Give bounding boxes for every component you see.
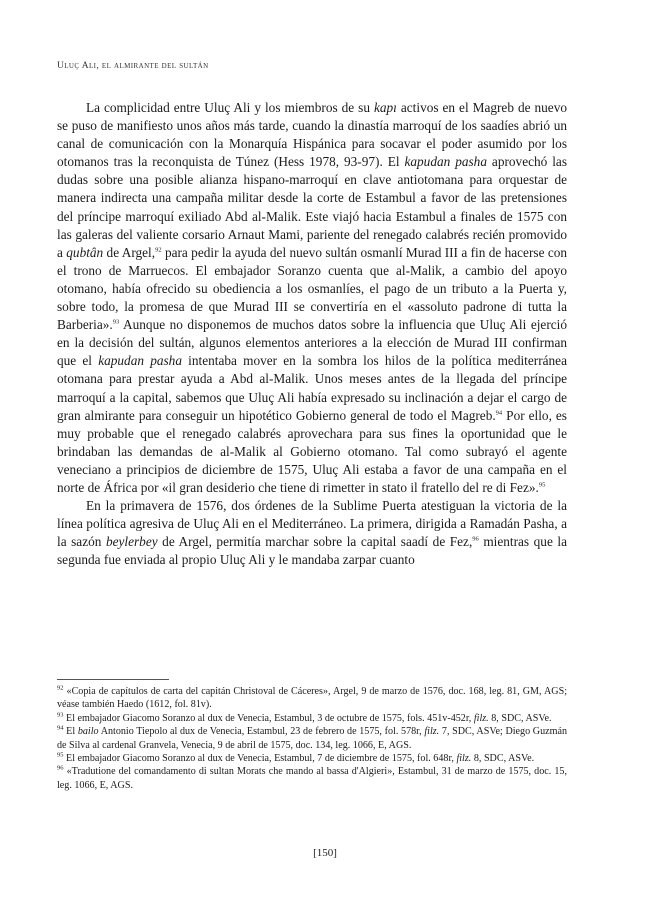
paragraph-2 [57,497,567,569]
italic-run: kapudan pasha [404,154,487,170]
text-run: El embajador Giacomo Soranzo al dux de Venecia, Estambul, 3 de octubre de 1575, fols. 451v-452r, [63,712,474,724]
footnote-ref: 92 [57,684,64,692]
italic-run: kapudan pasha [98,353,182,369]
page-number: [150] [313,847,337,859]
text-run: En la primavera de 1576, dos órdenes de la Sublime Puerta atestiguan la victoria de la línea política agresiva de Uluç Ali en el Mediterráneo. La primera, dirigida a Ramadán Pasha, a la sazón [57,498,567,550]
footnote-ref: 94 [57,724,64,732]
text-run: El [63,726,78,738]
footnote-ref: 95 [538,481,546,489]
text-run: mientras que la segunda fue enviada al propio Uluç Ali y le mandaba zarpar cuanto [57,534,567,568]
italic-run: kapı [373,100,397,115]
footnote-ref: 95 [57,751,64,759]
paragraph-1 [57,99,567,497]
running-head: Uluç Ali, el almirante del sultán [57,61,209,71]
footnote-95 [57,752,567,765]
italic-run: filz. [456,753,472,765]
text-run: El embajador Giacomo Soranzo al dux de Venecia, Estambul, 7 de diciembre de 1575, fol. 648r, [63,753,457,765]
footnote-96 [57,765,567,792]
text-run: Aunque no disponemos de muchos datos sobre la influencia que Uluç Ali ejerció en la decisión del sultán, algunos elementos anteriores a la elección de Murad III confirman que el [57,317,567,369]
footnote-ref: 93 [112,318,120,326]
text-run: Por ello, es muy probable que el renegado calabrés aprovechara para sus fines la oportunidad que le brindaban las demandas de al-Malik al Gobierno otomano. Tal como subrayó el agente veneciano a principios de diciembre de 1575, Uluç Ali estaba a favor de una campaña en el norte de África por «il gran desiderio che tiene di rimetter in stato il fratello del re di Fez». [57,407,567,495]
footnote-92 [57,685,567,712]
footnotes [57,685,567,792]
footnote-ref: 96 [472,535,479,543]
text-run: de Argel, permitía marchar sobre la capital saadí de Fez, [157,534,473,550]
italic-run: filz. [473,712,489,724]
italic-run: bailo [77,726,99,738]
footnote-93 [57,712,567,725]
text-run: 8, SDC, ASVe. [488,712,552,724]
italic-run: qubtân [66,244,104,260]
text-run: 7, SDC, ASVe; Diego Guzmán de Silva al cardenal Granvela, Venecia, 9 de abril de 1575, doc. 134, leg. 1066, E, AGS. [57,726,567,751]
text-run: para pedir la ayuda del nuevo sultán osmanlí Murad III a fin de hacerse con el trono de Marruecos. El embajador Soranzo cuenta que al-Malik, a cambio del apoyo otomano, había ofrecido su obediencia a los osmanlíes, el pago de un tributo a la Puerta y, sobre todo, la promesa de que Murad III se convertiría en el «assoluto padrone di tutta la Barberia». [57,244,568,333]
italic-run: beylerbey [105,534,158,550]
text-run: activos en el Magreb de nuevo se puso de manifiesto unos años más tarde, cuando la dinastía marroquí de los saadíes abrió un canal de comunicación con la Monarquía Hispánica para socavar el poder asumido por los otomanos tras la reconquista de Túnez (Hess 1978, 93-97). El [57,100,567,170]
text-run: Antonio Tiepolo al dux de Venecia, Estambul, 23 de febrero de 1575, fol. 578r, [98,726,425,738]
footnote-ref: 93 [57,711,64,719]
text-run: 8, SDC, ASVe. [471,753,535,765]
footnote-ref: 96 [57,765,64,773]
text-run: de Argel, [103,244,156,260]
text-run: aprovechó las dudas sobre una posible alianza hispano-marroquí en clave antiotomana para orquestar de manera indirecta una campaña militar desde la corte de Estambul a favor de las pretensiones del príncipe marroquí exiliado Abd al-Malik. Este viajó hacia Estambul a finales de 1575 con las galeras del valiente corsario Arnaut Mami, pariente del renegado calabrés recién promovido a [57,154,568,260]
footnote-rule [57,679,169,680]
text-run: La complicidad entre Uluç Ali y los miembros de su [86,100,374,115]
text-run: «Tradutione del comandamento di sultan Morats che mando al bassa d'Algieri», Estambul, 31 de marzo de 1575, doc. 15, leg. 1066, E, AGS. [57,766,567,791]
text-run: intentaba mover en la sombra los hilos de la política mediterránea otomana para prestar ayuda a Abd al-Malik. Unos meses antes de la llegada del príncipe marroquí a la capital, sabemos que Uluç Ali había expresado su inclinación a dejar el cargo de gran almirante para conseguir un hipotético Gobierno general de todo el Magreb. [57,353,567,423]
italic-run: filz. [424,726,440,738]
main-text [57,99,567,569]
footnote-ref: 94 [495,409,503,417]
footnote-ref: 92 [155,246,162,254]
footnote-94 [57,725,567,752]
text-run: «Copia de capítulos de carta del capitán Christoval de Cáceres», Argel, 9 de marzo de 1576, doc. 168, leg. 81, GM, AGS; véase también Haedo (1612, fol. 81v). [57,686,567,711]
